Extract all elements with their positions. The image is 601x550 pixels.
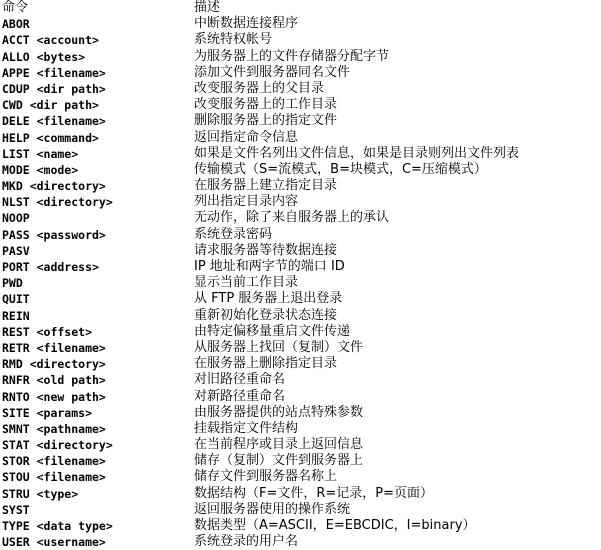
command-cell: RNFR <old path> [2,373,106,388]
table-row [2,162,599,178]
command-cell: RMD <directory> [2,357,106,372]
table-row [2,324,599,340]
description-cell: 添加文件到服务器同名文件 [194,64,351,80]
description-cell: 由特定偏移量重启文件传递 [194,323,351,339]
description-cell: 返回指定命令信息 [194,129,299,145]
table-row [2,340,599,356]
description-cell: 在服务器上建立指定目录 [194,178,338,194]
command-cell: APPE <filename> [2,65,106,80]
description-cell: 删除服务器上的指定文件 [194,113,338,129]
command-cell: SITE <params> [2,405,93,420]
description-cell: 对新路径重命名 [194,388,286,404]
ftp-command-table [2,0,599,550]
description-cell: 改变服务器上的父目录 [194,80,325,96]
table-row [2,405,599,421]
description-cell: 返回服务器使用的操作系统 [194,501,351,517]
command-cell: SYST [2,502,30,517]
description-cell: 系统登录密码 [194,226,273,242]
command-cell: MODE <mode> [2,162,79,177]
table-row [2,372,599,388]
command-cell: REST <offset> [2,324,93,339]
command-cell: MKD <directory> [2,179,106,194]
command-cell: RNTO <new path> [2,389,106,404]
command-cell: DELE <filename> [2,114,106,129]
description-cell: IP 地址和两字节的端口 ID [194,259,345,274]
description-cell: 储存（复制）文件到服务器上 [194,453,364,469]
header-description: 描述 [194,0,221,15]
command-cell: STOR <filename> [2,454,106,469]
command-cell: PWD [2,276,23,291]
table-row [2,486,599,502]
table-row [2,389,599,405]
table-body [2,16,599,550]
description-cell: 在当前程序或目录上返回信息 [194,437,364,453]
table-row [2,113,599,129]
command-cell: TYPE <data type> [2,519,113,533]
table-row [2,227,599,243]
description-cell: 从 FTP 服务器上退出登录 [194,291,343,307]
table-row [2,243,599,259]
description-cell: 中断数据连接程序 [194,16,299,32]
table-row [2,130,599,146]
description-cell: 在服务器上删除指定目录 [194,356,338,372]
table-row [2,437,599,453]
description-cell: 从服务器上找回（复制）文件 [194,339,364,355]
command-cell: LIST <name> [2,146,79,161]
description-cell: 重新初始化登录状态连接 [194,307,338,323]
table-row [2,97,599,113]
header-command: 命令 [2,0,29,15]
table-row [2,453,599,469]
table-header [2,0,599,16]
table-row [2,16,599,32]
command-cell: CWD <dir path> [2,98,99,113]
description-cell: 如果是文件名列出文件信息，如果是目录则列出文件列表 [194,145,520,161]
command-cell: NOOP [2,211,30,226]
command-cell: STOU <filename> [2,470,106,485]
command-cell: STRU <type> [2,486,79,501]
description-cell: 由服务器提供的站点特殊参数 [194,404,364,420]
description-cell: 系统特权帐号 [194,32,273,48]
table-row [2,32,599,48]
table-row [2,194,599,210]
description-cell: 无动作，除了来自服务器上的承认 [194,210,390,226]
command-cell: PORT <address> [2,260,99,274]
command-cell: ABOR [2,17,30,32]
table-row [2,259,599,275]
description-cell: 对旧路径重命名 [194,372,286,388]
table-row [2,518,599,534]
command-cell: QUIT [2,292,30,307]
table-row [2,275,599,291]
description-cell: 数据结构（F=文件，R=记录，P=页面） [194,485,434,501]
description-cell: 改变服务器上的工作目录 [194,97,338,113]
command-cell: HELP <command> [2,130,99,145]
command-cell: ACCT <account> [2,33,99,48]
table-row [2,308,599,324]
table-row [2,291,599,307]
command-cell: PASV [2,243,30,258]
table-row [2,421,599,437]
description-cell: 显示当前工作目录 [194,275,299,291]
table-row [2,81,599,97]
table-row [2,49,599,65]
description-cell: 系统登录的用户名 [194,534,299,550]
command-cell: USER <username> [2,535,106,550]
table-row [2,178,599,194]
table-row [2,210,599,226]
command-cell: CDUP <dir path> [2,81,106,96]
description-cell: 传输模式（S=流模式，B=块模式，C=压缩模式） [194,161,487,177]
command-cell: NLST <directory> [2,195,113,210]
table-row [2,146,599,162]
description-cell: 列出指定目录内容 [194,194,299,210]
command-cell: STAT <directory> [2,438,113,453]
command-cell: RETR <filename> [2,340,106,355]
command-cell: ALLO <bytes> [2,49,86,64]
description-cell: 数据类型（A=ASCII，E=EBCDIC，I=binary） [194,518,476,533]
description-cell: 为服务器上的文件存储器分配字节 [194,48,390,64]
command-cell: SMNT <pathname> [2,421,106,436]
table-row [2,65,599,81]
table-row [2,502,599,518]
description-cell: 挂载指定文件结构 [194,420,299,436]
table-row [2,469,599,485]
command-cell: PASS <password> [2,227,106,242]
description-cell: 储存文件到服务器名称上 [194,469,338,485]
command-cell: REIN [2,308,30,323]
table-row [2,356,599,372]
description-cell: 请求服务器等待数据连接 [194,242,338,258]
